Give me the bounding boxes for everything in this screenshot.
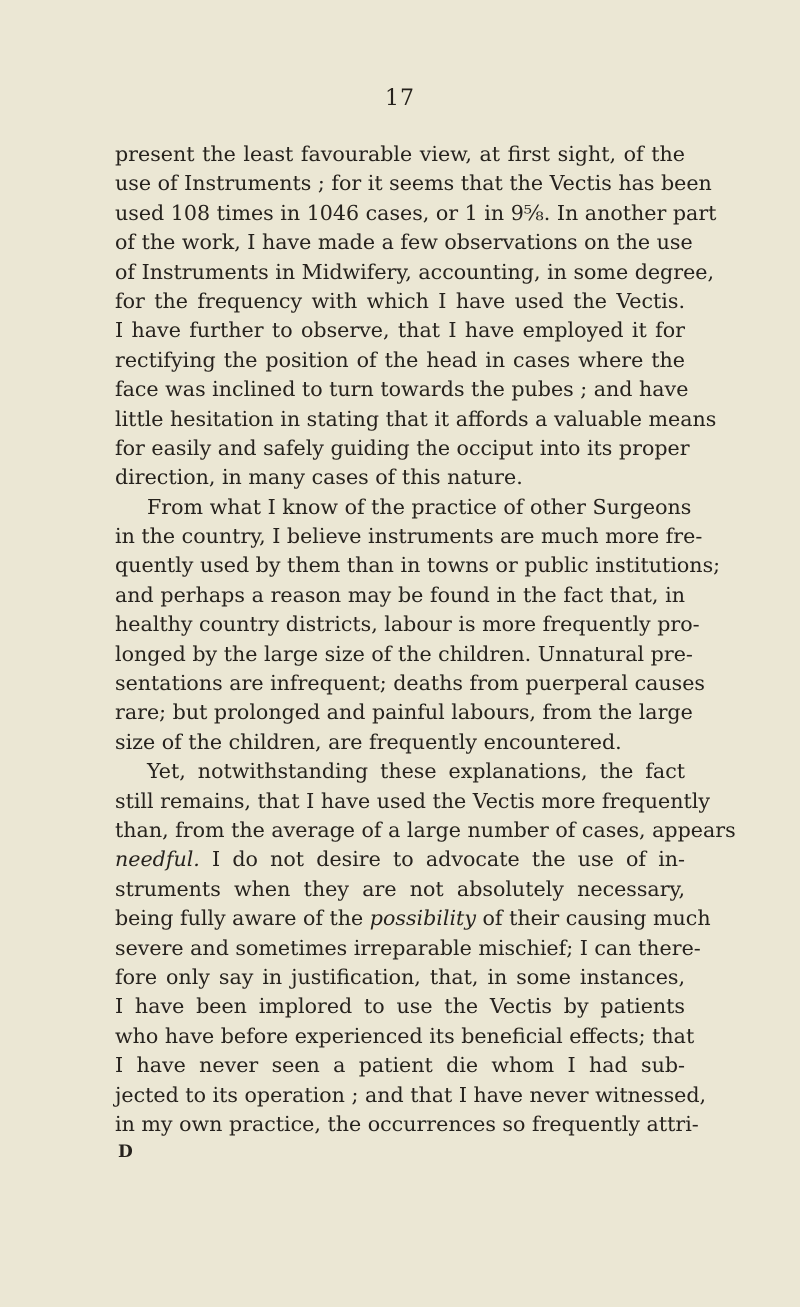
text-line: fore only say in justification, that, in some instances, [115,964,685,989]
text-fragment: being fully aware of the [115,906,364,931]
body-text [115,140,736,1165]
text-line: of the work, I have made a few observations on the use [115,230,693,255]
text-line: rare; but prolonged and painful labours, from the large [115,700,693,725]
text-line: severe and sometimes irreparable mischief; I can there- [115,935,701,960]
text-line: sentations are infrequent; deaths from puerperal causes [115,671,705,696]
text-line: used 108 times in 1046 cases, or 1 in 9⅝. In another part [115,200,717,225]
text-line: I have been implored to use the Vectis by patients [115,994,685,1019]
text-line: face was inclined to turn towards the pubes ; and have [115,377,689,402]
text-line: struments when they are not absolutely necessary, [115,876,685,901]
text-line: longed by the large size of the children. Unnatural pre- [115,641,693,666]
text-line: who have before experienced its beneficial effects; that [115,1023,695,1048]
text-line: present the least favourable view, at first sight, of the [115,142,685,166]
text-line: still remains, that I have used the Vectis more frequently [115,788,710,813]
text-line: quently used by them than in towns or public institutions; [115,553,721,578]
text-line: From what I know of the practice of other Surgeons [147,494,692,519]
text-line: jected to its operation ; and that I have never witnessed, [115,1082,707,1107]
text-line: in the country, I believe instruments are much more fre- [115,524,703,549]
text-line: little hesitation in stating that it affords a valuable means [115,406,717,431]
text-line: and perhaps a reason may be found in the fact that, in [115,582,685,607]
text-line [115,904,711,933]
text-line [115,845,685,874]
page-number: 17 [385,86,415,111]
text-line: in my own practice, the occurrences so frequently attri- [115,1111,699,1136]
signature-mark: D [118,1142,133,1163]
text-line: size of the children, are frequently encountered. [115,729,622,754]
text-fragment: of their causing much [482,906,711,931]
italic-word: possibility [369,906,476,931]
text-line: I have further to observe, that I have employed it for [115,318,685,343]
text-line: I have never seen a patient die whom I had sub- [115,1053,685,1078]
text-line: for easily and safely guiding the occiput into its proper [115,435,690,460]
text-line: rectifying the position of the head in cases where the [115,347,685,372]
text-line: than, from the average of a large number of cases, appears [115,817,736,842]
text-line: for the frequency with which I have used the Vectis. [115,288,685,313]
text-line: of Instruments in Midwifery, accounting, in some degree, [115,259,715,284]
italic-word: needful. [115,847,200,872]
text-line: direction, in many cases of this nature. [115,465,523,490]
text-line: Yet, notwithstanding these explanations, the fact [147,759,685,784]
text-line: healthy country districts, labour is more frequently pro- [115,612,700,637]
text-fragment: I do not desire to advocate the use of in- [212,847,685,872]
text-line: use of Instruments ; for it seems that the Vectis has been [115,171,712,196]
